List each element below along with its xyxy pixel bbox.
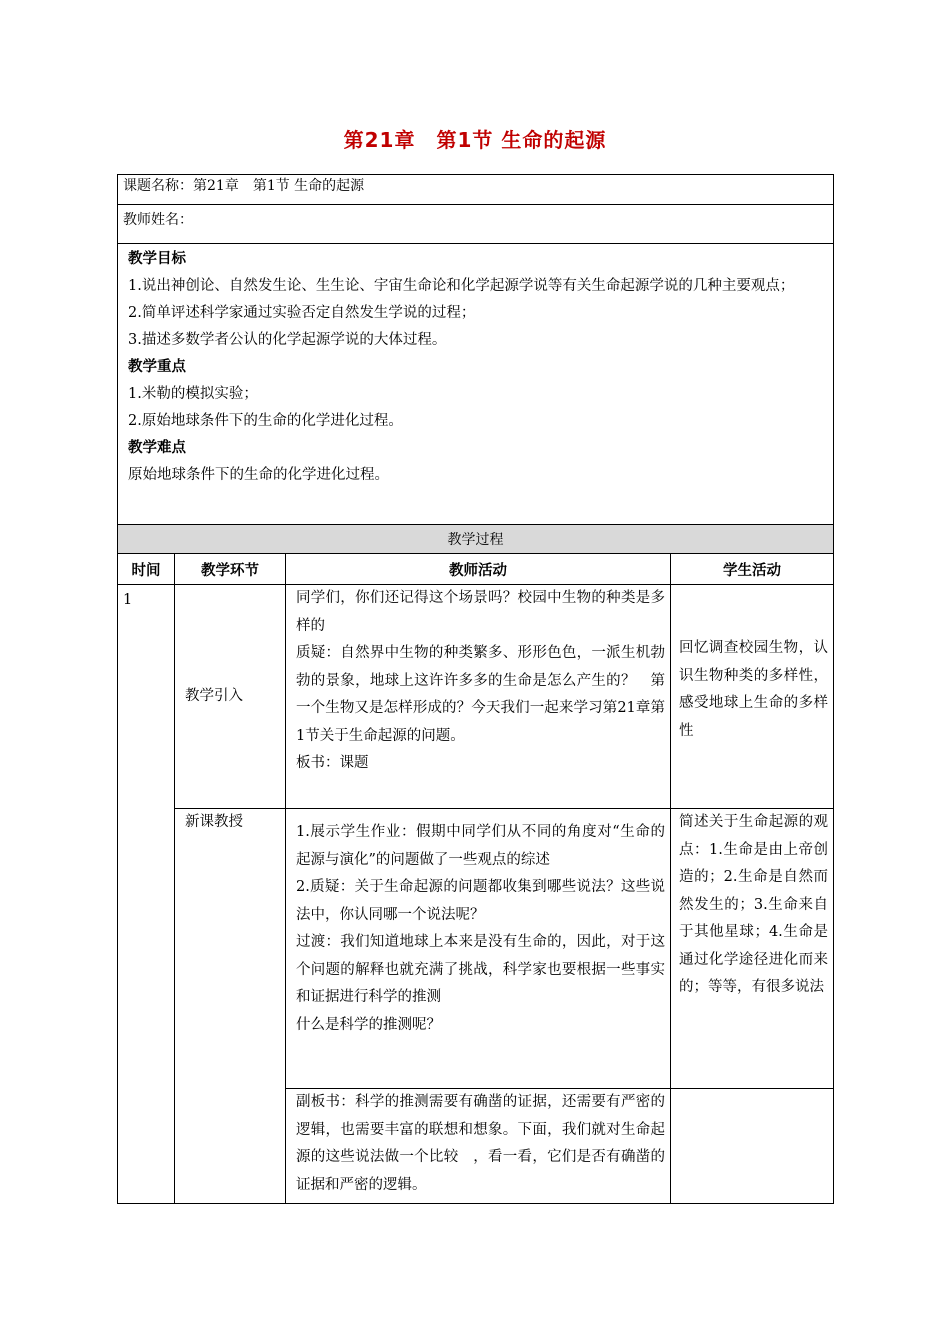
teacher-activity-paragraph: 板书：课题 — [296, 755, 369, 771]
goal-item: 2.简单评述科学家通过实验否定自然发生学说的过程； — [128, 305, 476, 321]
objectives-cell — [118, 244, 834, 525]
student-activity-empty — [671, 1089, 834, 1204]
goal-item: 1.说出神创论、自然发生论、生生论、宇宙生命论和化学起源学说等有关生命起源学说的几种主要观点； — [128, 278, 795, 294]
teacher-name-label: 教师姓名： — [123, 212, 193, 228]
phase-cell-new-lesson: 新课教授 — [175, 809, 286, 1204]
teacher-activity-board-note — [286, 1089, 671, 1204]
process-heading-cell — [118, 525, 834, 554]
teacher-activity-paragraph: 1.展示学生作业：假期中同学们从不同的角度对“生命的起源与演化”的问题做了一些观点的综述 — [296, 824, 665, 868]
column-header-time: 时间 — [118, 554, 175, 585]
teacher-activity-paragraph: 什么是科学的推测呢？ — [296, 1016, 441, 1033]
time-cell: 1 — [118, 585, 175, 1204]
teacher-activity-paragraph: 同学们，你们还记得这个场景吗？校园中生物的种类是多样的 — [296, 590, 665, 634]
teacher-activity-paragraph: 副板书：科学的推测需要有确凿的证据，还需要有严密的逻辑，也需要丰富的联想和想象。下面，我们就对生命起源的这些说法做一个比较 ，看一看，它们是否有确凿的证据和严密的逻辑。 — [296, 1094, 665, 1193]
student-activity-intro: 回忆调查校园生物，认识生物种类的多样性，感受地球上生命的多样性 — [671, 585, 834, 809]
column-header-phase: 教学环节 — [175, 554, 286, 585]
topic-label: 课题名称：第21章 第1节 生命的起源 — [123, 178, 365, 194]
goal-item: 3.描述多数学者公认的化学起源学说的大体过程。 — [128, 332, 447, 348]
phase-cell-intro: 教学引入 — [175, 585, 286, 809]
page-title: 第21章 第1节 生命的起源 — [343, 128, 607, 152]
teacher-activity-paragraph: 2.质疑：关于生命起源的问题都收集到哪些说法？这些说法中，你认同哪一个说法呢？ — [296, 879, 665, 923]
lesson-plan-table — [117, 174, 834, 1204]
difficult-point-item: 原始地球条件下的生命的化学进化过程。 — [128, 467, 389, 483]
column-header-student: 学生活动 — [671, 554, 834, 585]
key-point-item: 2.原始地球条件下的生命的化学进化过程。 — [128, 413, 403, 429]
teacher-name-cell — [118, 205, 834, 244]
teacher-activity-paragraph: 过渡：我们知道地球上本来是没有生命的，因此，对于这个问题的解释也就充满了挑战，科学家也要根据一些事实和证据进行科学的推测 — [296, 934, 665, 1005]
difficult-points-heading: 教学难点 — [128, 440, 186, 456]
key-points-heading: 教学重点 — [128, 359, 186, 375]
teacher-activity-new-lesson — [286, 809, 671, 1089]
student-activity-new-lesson: 简述关于生命起源的观点：1.生命是由上帝创造的；2.生命是自然而然发生的；3.生命来自于其他星球；4.生命是通过化学途径进化而来的；等等，有很多说法 — [671, 809, 834, 1089]
goals-heading: 教学目标 — [128, 251, 186, 267]
column-header-teacher: 教师活动 — [286, 554, 671, 585]
teacher-activity-intro — [286, 585, 671, 809]
key-point-item: 1.米勒的模拟实验； — [128, 386, 258, 402]
teacher-activity-paragraph: 质疑：自然界中生物的种类繁多、形形色色，一派生机勃勃的景象，地球上这许许多多的生命是怎么产生的？ 第一个生物又是怎样形成的？今天我们一起来学习第21章第1节关于生命起源的问题。 — [296, 645, 665, 744]
process-heading: 教学过程 — [447, 532, 504, 548]
topic-cell — [118, 175, 834, 205]
